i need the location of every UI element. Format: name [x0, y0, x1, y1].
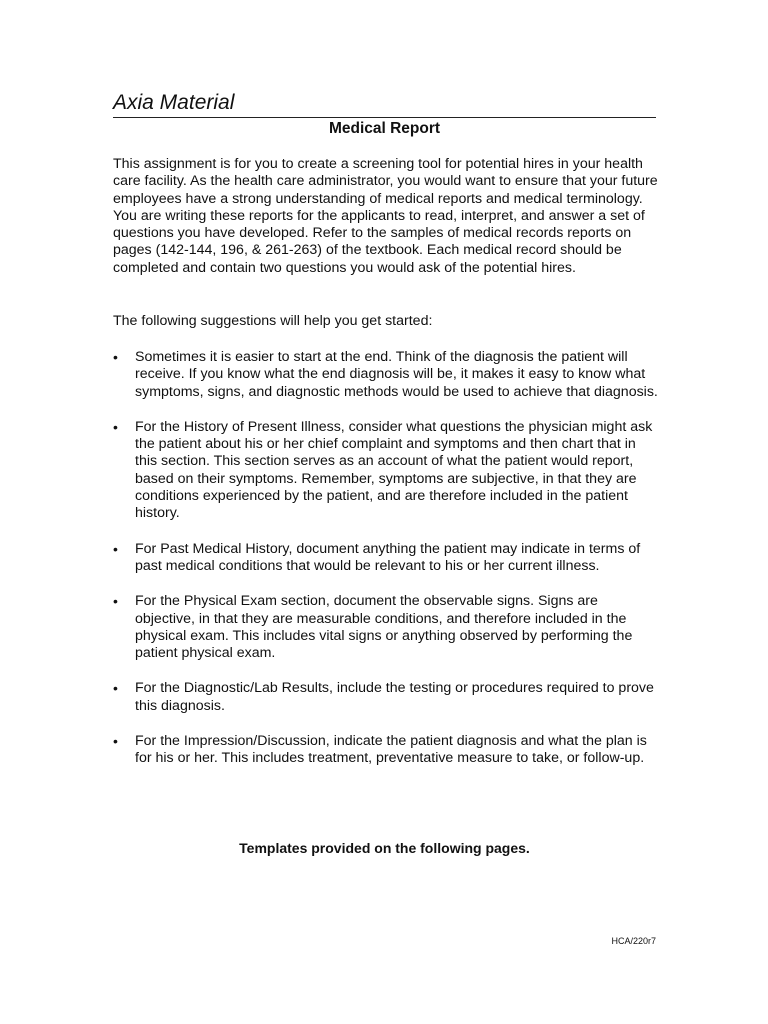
bullet-icon: •	[113, 593, 118, 610]
list-item	[113, 593, 661, 662]
list-item-text: For the History of Present Illness, consider what questions the physician might ask the patient about his or her chief complaint and symptoms and then chart that in this section. This section serves as an account of what the patient would report, based on their symptoms. Remember, symptoms are subjective, in that they are conditions experienced by the patient, and are therefore included in the patient history.	[135, 418, 653, 522]
bullet-icon: •	[113, 733, 118, 750]
suggestions-list	[113, 349, 661, 786]
document-title: Medical Report	[328, 120, 441, 137]
list-item	[113, 680, 661, 715]
footer-code: HCA/220r7	[611, 936, 656, 946]
list-item-text: Sometimes it is easier to start at the end. Think of the diagnosis the patient will receive. If you know what the end diagnosis will be, it makes it easy to know what symptoms, signs, and diagnostic methods would be used to achieve that diagnosis.	[135, 349, 658, 400]
list-item-text: For the Physical Exam section, document the observable signs. Signs are objective, in that they are measurable conditions, and therefore included in the physical exam. This includes vital signs or anything observed by performing the patient physical exam.	[135, 593, 633, 662]
closing-note: Templates provided on the following pages.	[239, 840, 530, 856]
bullet-icon: •	[113, 540, 118, 557]
list-item-text: For the Impression/Discussion, indicate the patient diagnosis and what the plan is for his or her. This includes treatment, preventative measure to take, or follow-up.	[135, 733, 647, 767]
list-item	[113, 419, 661, 523]
suggestions-lead: The following suggestions will help you get started:	[113, 313, 433, 329]
list-item-text: For Past Medical History, document anything the patient may indicate in terms of past medical conditions that would be relevant to his or her current illness.	[135, 540, 641, 574]
list-item	[113, 349, 661, 401]
bullet-icon: •	[113, 418, 118, 435]
bullet-icon: •	[113, 349, 118, 365]
list-item-text: For the Diagnostic/Lab Results, include the testing or procedures required to prove this diagnosis.	[135, 680, 654, 714]
list-item	[113, 541, 661, 576]
bullet-icon: •	[113, 680, 118, 697]
header-divider	[113, 117, 656, 118]
intro-paragraph: This assignment is for you to create a screening tool for potential hires in your health care facility. As the health care administrator, you would want to ensure that your future employees have a strong understanding of medical reports and medical terminology. You are writing these reports for the applicants to read, interpret, and answer a set of questions you have developed. Refer to the samples of medical records reports on pages (142-144, 196, & 261-263) of the textbook. Each medical record should be completed and contain two questions you would ask of the potential hires.	[113, 156, 658, 276]
header-brand: Axia Material	[113, 91, 235, 114]
list-item	[113, 733, 661, 768]
